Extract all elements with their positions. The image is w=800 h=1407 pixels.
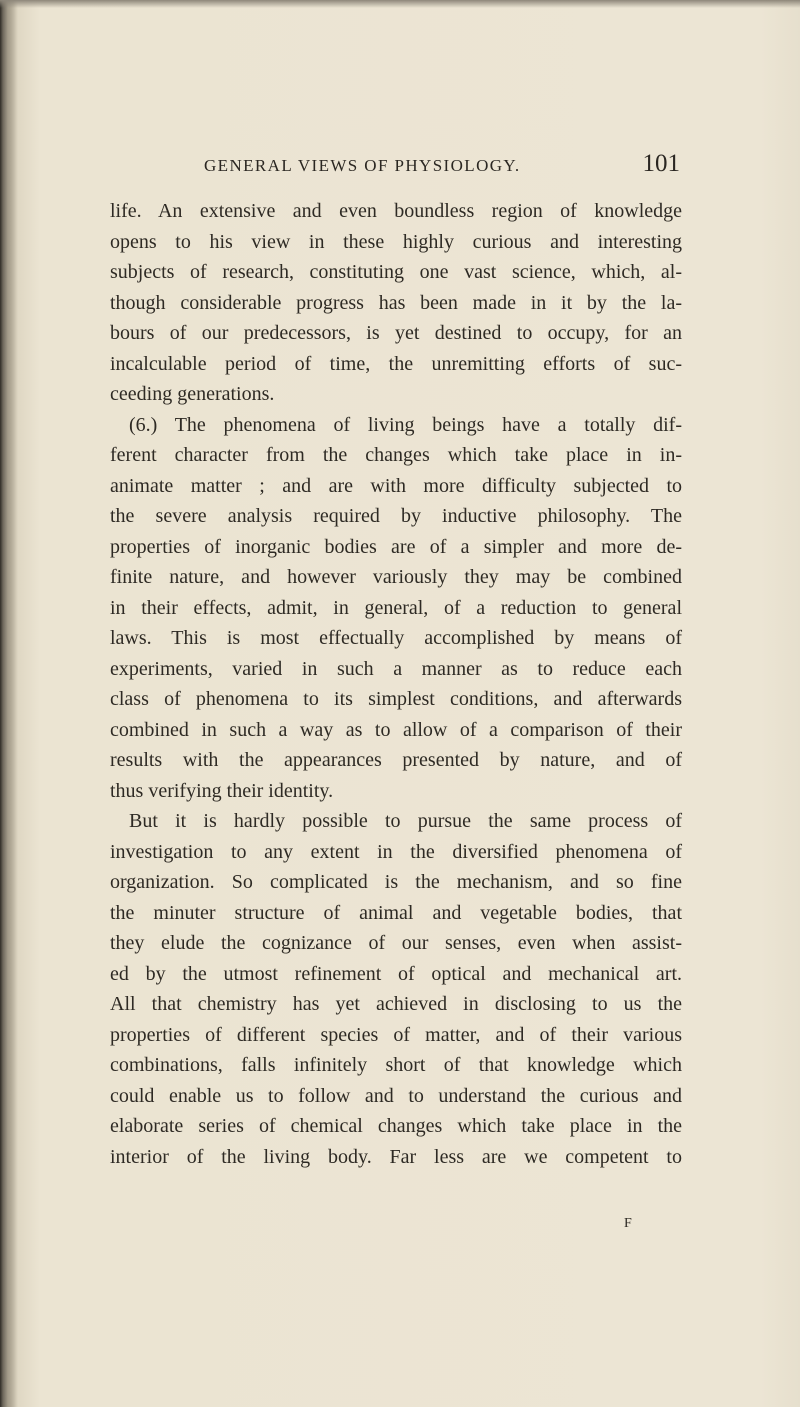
text-line: though considerable progress has been made in it by the la-: [110, 291, 682, 314]
text-line: properties of inorganic bodies are of a simpler and more de-: [110, 535, 682, 558]
running-head: [204, 150, 680, 180]
text-line: organization. So complicated is the mechanism, and so fine: [110, 871, 682, 893]
paragraph-start-line: (6.) The phenomena of living beings have a totally dif-: [129, 413, 682, 436]
book-binding-edge: [0, 0, 18, 1407]
text-line: could enable us to follow and to understand the curious and: [110, 1084, 682, 1107]
paragraph-start-line: But it is hardly possible to pursue the same process of: [129, 810, 682, 832]
text-line: combinations, falls infinitely short of that knowledge which: [110, 1054, 682, 1076]
text-line: combined in such a way as to allow of a comparison of their: [110, 718, 682, 741]
text-line: they elude the cognizance of our senses, even when assist-: [110, 932, 682, 954]
text-line: finite nature, and however variously they may be combined: [110, 566, 682, 588]
text-line: All that chemistry has yet achieved in disclosing to us the: [110, 993, 682, 1015]
text-line: ed by the utmost refinement of optical and mechanical art.: [110, 962, 682, 985]
page-top-edge: [0, 0, 800, 8]
text-line: the severe analysis required by inductive philosophy. The: [110, 505, 682, 527]
text-line: opens to his view in these highly curious and interesting: [110, 230, 682, 253]
running-title: GENERAL VIEWS OF PHYSIOLOGY.: [204, 156, 521, 175]
text-line: bours of our predecessors, is yet destined to occupy, for an: [110, 322, 682, 344]
text-line: class of phenomena to its simplest conditions, and afterwards: [110, 688, 682, 710]
text-line: results with the appearances presented by nature, and of: [110, 749, 682, 771]
text-line: ceeding generations.: [110, 383, 275, 405]
text-line: investigation to any extent in the diversified phenomena of: [110, 840, 682, 863]
text-line: animate matter ; and are with more difficulty subjected to: [110, 474, 682, 497]
text-line: subjects of research, constituting one vast science, which, al-: [110, 261, 682, 283]
page-number: 101: [642, 150, 680, 177]
text-line: in their effects, admit, in general, of a reduction to general: [110, 596, 682, 619]
text-line: ferent character from the changes which take place in in-: [110, 444, 682, 466]
text-line: life. An extensive and even boundless region of knowledge: [110, 200, 682, 222]
text-line: laws. This is most effectually accomplished by means of: [110, 627, 682, 649]
text-line: elaborate series of chemical changes which take place in the: [110, 1115, 682, 1137]
text-line: incalculable period of time, the unremitting efforts of suc-: [110, 352, 682, 375]
signature-mark: F: [624, 1216, 632, 1231]
text-line: the minuter structure of animal and vegetable bodies, that: [110, 901, 682, 924]
body-text: [110, 196, 682, 1172]
text-line: properties of different species of matter, and of their various: [110, 1023, 682, 1046]
text-line: experiments, varied in such a manner as to reduce each: [110, 657, 682, 680]
text-line: thus verifying their identity.: [110, 779, 334, 802]
text-line: interior of the living body. Far less are we competent to: [110, 1145, 682, 1168]
